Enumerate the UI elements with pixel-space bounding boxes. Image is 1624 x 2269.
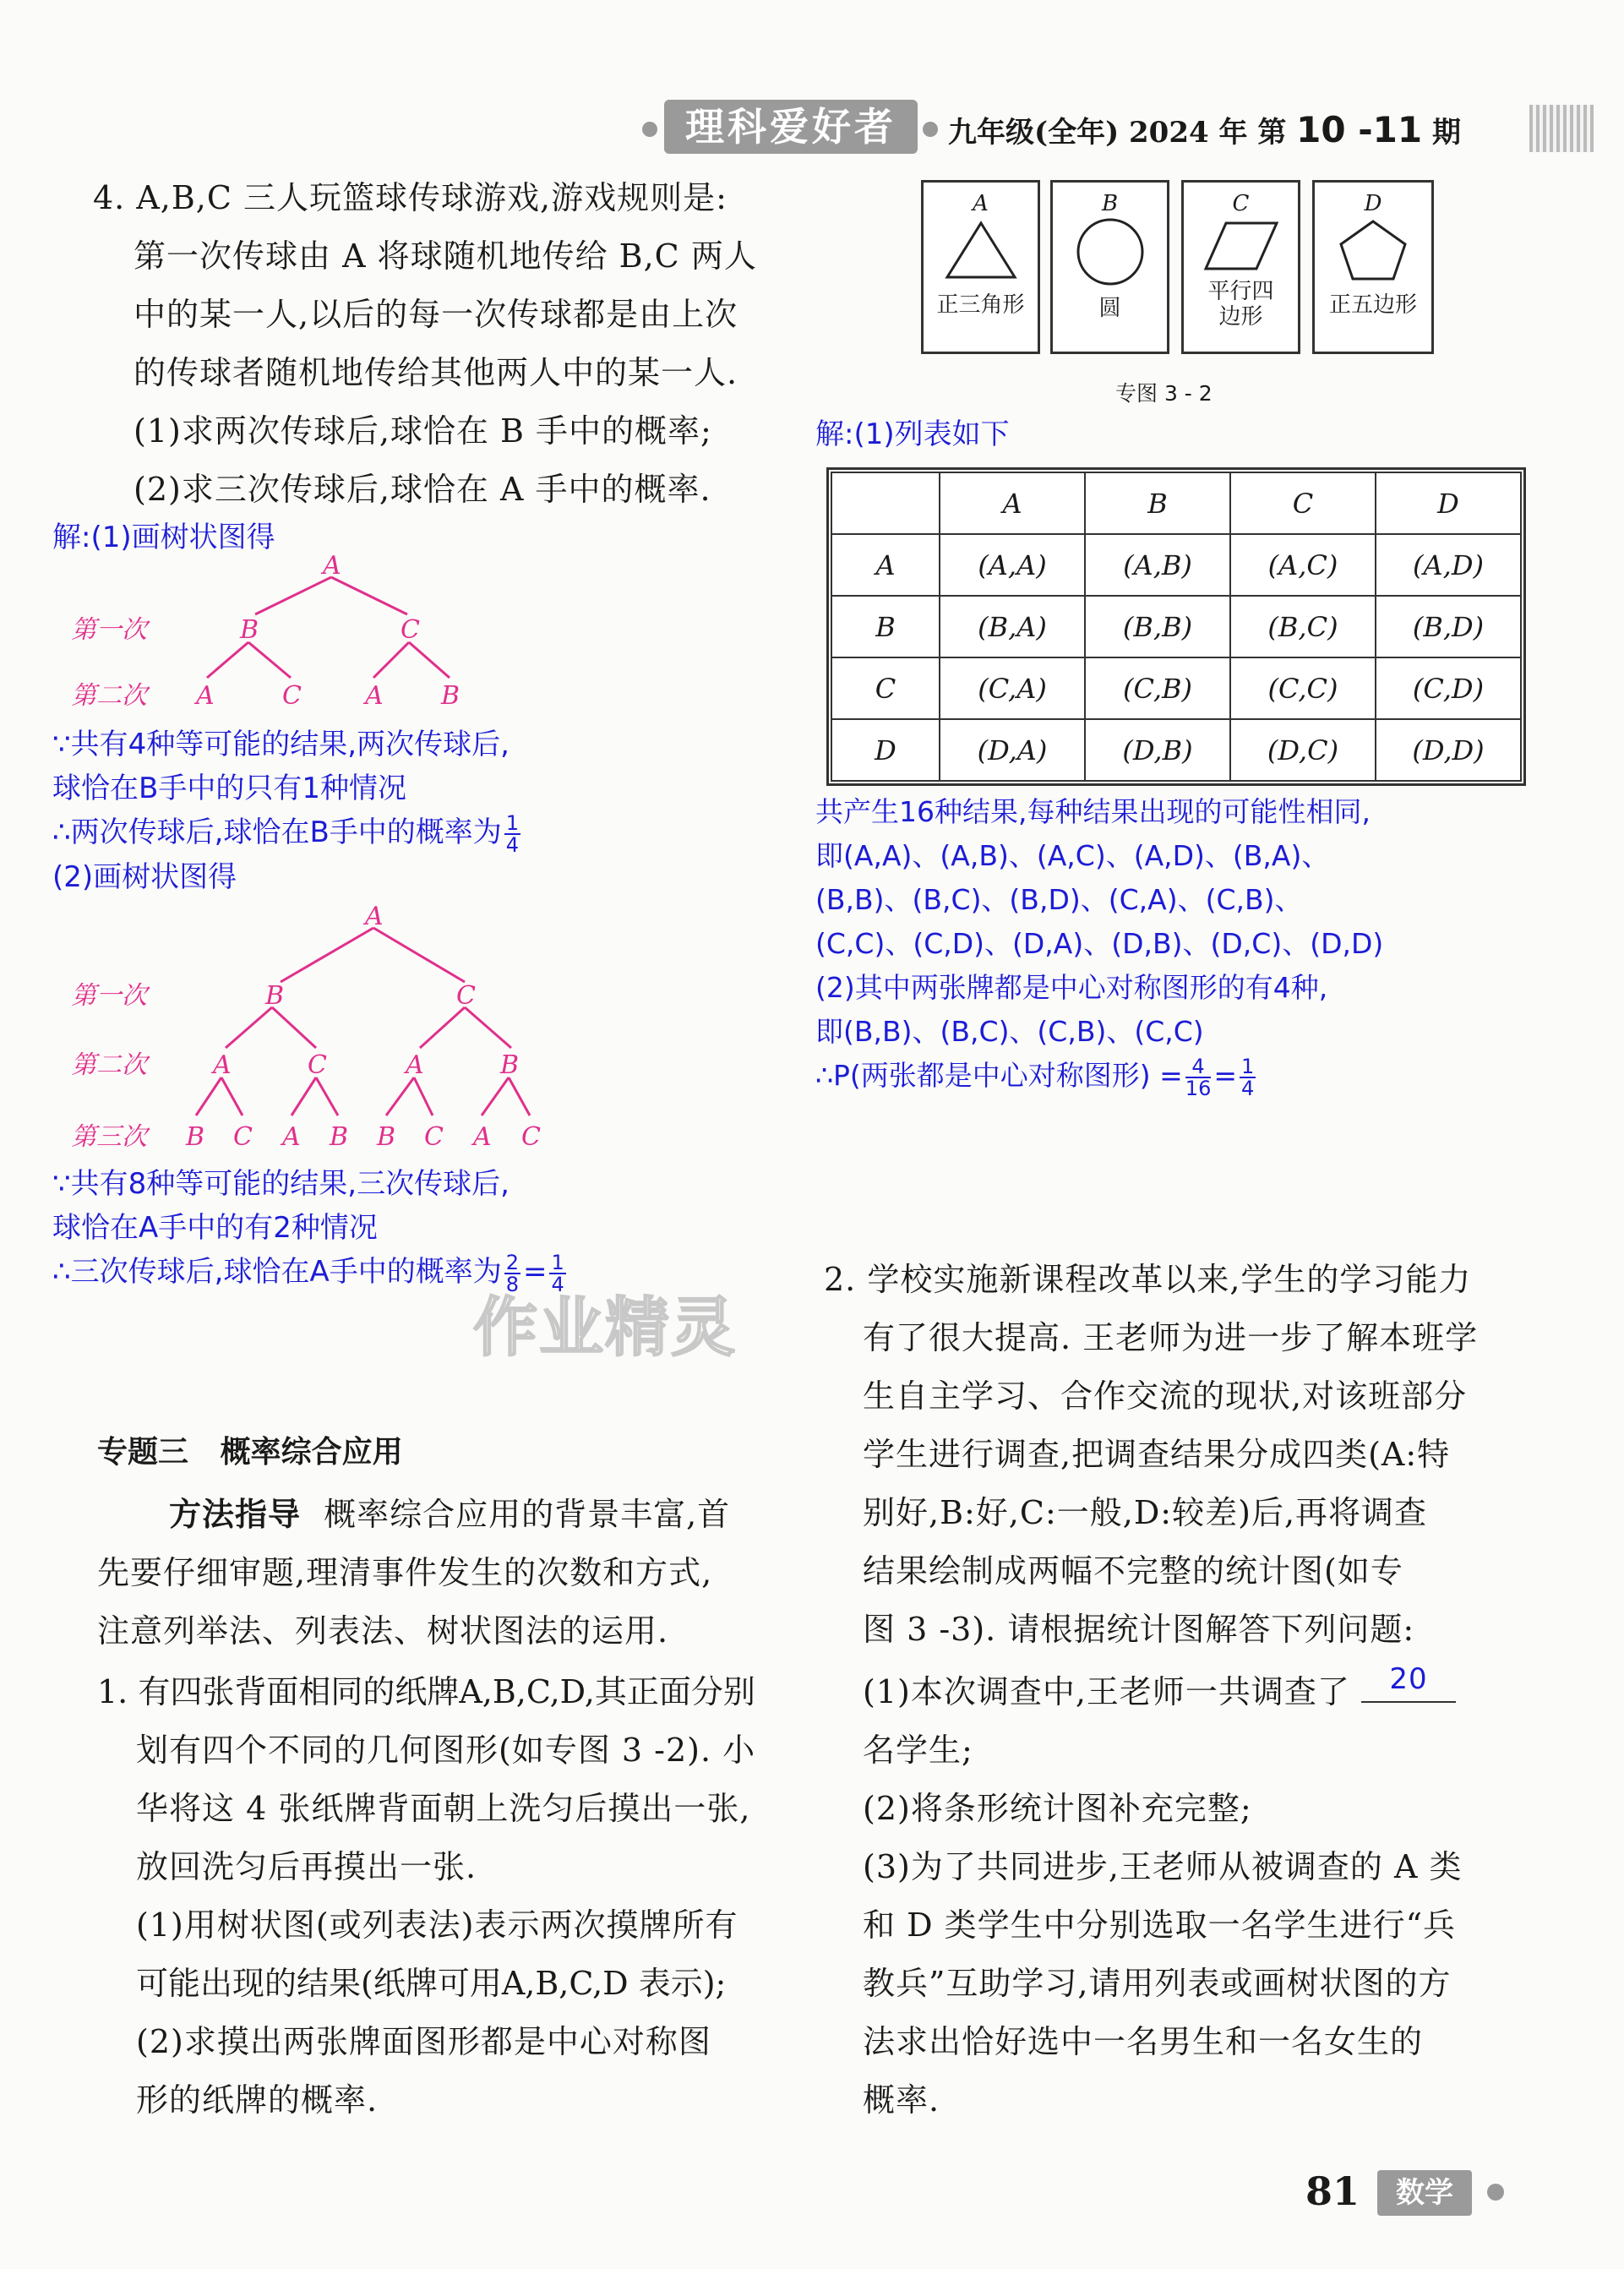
table-cell: (C,C) [1230, 657, 1376, 719]
sol1-line: 共产生16种结果,每种结果出现的可能性相同, [815, 795, 1371, 828]
q2-answer: 20 [1389, 1662, 1428, 1696]
table-header-row [831, 472, 1521, 534]
table-row-label: C [831, 657, 940, 719]
q4-line: (1)求两次传球后,球恰在 B 手中的概率; [134, 412, 712, 450]
q1-line: 形的纸牌的概率. [136, 2081, 379, 2119]
q2-line: 生自主学习、合作交流的现状,对该班部分 [863, 1377, 1468, 1415]
q2-line: 有了很大提高. 王老师为进一步了解本班学 [863, 1319, 1479, 1356]
tree2-l3-node: B [330, 1122, 349, 1152]
q2-part1 [824, 1659, 1584, 1721]
table-header-cell [831, 472, 940, 534]
q1-line: 可能出现的结果(纸牌可用A,B,C,D 表示); [136, 1965, 727, 2002]
q2-line: 别好,B:好,C:一般,D:较差)后,再将调查 [863, 1494, 1428, 1531]
q2-block [824, 1251, 1584, 2130]
q2-answer-blank [1361, 1659, 1456, 1703]
tree-diagram-1 [52, 554, 526, 714]
triangle-shape [939, 216, 1023, 284]
pentagon-shape [1331, 216, 1415, 284]
card-label: 正三角形 [936, 292, 1025, 318]
table-row [831, 534, 1521, 596]
tree1-root: A [323, 554, 341, 581]
fraction [1240, 1056, 1256, 1099]
card-d [1312, 180, 1434, 354]
table-row-label: B [831, 596, 940, 657]
table-cell: (D,C) [1230, 719, 1376, 781]
table-cell: (C,A) [940, 657, 1085, 719]
sol4-p2-head: (2)画树状图得 [52, 859, 237, 894]
q2-line: 和 D 类学生中分别选取一名学生进行“兵 [863, 1906, 1457, 1944]
table-cell: (C,D) [1376, 657, 1521, 719]
tree1-l2-node: A [196, 681, 215, 711]
q2-part1-prefix: (1)本次调查中,王老师一共调查了 [863, 1673, 1350, 1710]
tree1-l2-node: C [282, 681, 302, 711]
table-row-label: D [831, 719, 940, 781]
q1-block [97, 1663, 798, 2130]
q4-line: 中的某一人,以后的每一次传球都是由上次 [134, 296, 738, 333]
q4-line: 的传球者随机地传给其他两人中的某一人. [134, 354, 738, 391]
table-cell: (B,D) [1376, 596, 1521, 657]
sol4-p1-head: 解:(1)画树状图得 [52, 521, 275, 554]
q2-line: 结果绘制成两幅不完整的统计图(如专 [863, 1552, 1403, 1590]
table-header-cell: D [1376, 472, 1521, 534]
card-label: 圆 [1098, 296, 1121, 321]
tree2-l1-node: B [265, 981, 285, 1011]
q2-line: 2. 学校实施新课程改革以来,学生的学习能力 [824, 1261, 1472, 1298]
fraction-denominator: 4 [1241, 1076, 1255, 1100]
page-number: 81 [1305, 2168, 1360, 2214]
fraction-numerator: 1 [1241, 1054, 1255, 1078]
sol4-p1-line: ∵共有4种等可能的结果,两次传球后, [52, 728, 510, 761]
q2-line: 名学生; [863, 1732, 973, 1769]
sol4-p1-line: 球恰在B手中的只有1种情况 [52, 772, 406, 805]
tree2-l3-node: C [424, 1122, 444, 1152]
table-row [831, 719, 1521, 781]
table-cell: (D,D) [1376, 719, 1521, 781]
table-cell: (A,C) [1230, 534, 1376, 596]
sol1-line: (C,C)、(C,D)、(D,A)、(D,B)、(D,C)、(D,D) [815, 927, 1384, 960]
footer-dot [1487, 2184, 1504, 2201]
tree2-level-label: 第二次 [71, 1050, 147, 1080]
table-cell: (B,A) [940, 596, 1085, 657]
table-cell: (A,A) [940, 534, 1085, 596]
tree1-l2-node: B [441, 681, 460, 711]
fraction-denominator: 4 [551, 1272, 564, 1296]
q2-line: 法求出恰好选中一名男生和一名女生的 [863, 2023, 1424, 2060]
outcome-table-wrapper [826, 467, 1526, 786]
subject-badge: 数学 [1377, 2170, 1472, 2216]
sol1-conclusion-text: ∴P(两张都是中心对称图形) = [815, 1059, 1183, 1092]
outcome-table [831, 472, 1522, 782]
q4-block [93, 169, 794, 519]
sol1-line: (2)其中两张牌都是中心对称图形的有4种, [815, 971, 1328, 1004]
sol4-p2-line: 球恰在A手中的有2种情况 [52, 1211, 378, 1245]
table-row [831, 596, 1521, 657]
method-line [97, 1486, 773, 1544]
sol4-p2-conclusion-text: ∴三次传球后,球恰在A手中的概率为 [52, 1255, 502, 1289]
tree2-l2-node: C [308, 1050, 327, 1080]
sol4-p2-line: ∵共有8种等可能的结果,三次传球后, [52, 1167, 510, 1201]
tree1-l1-node: C [401, 615, 420, 645]
q1-line: (2)求摸出两张牌面图形都是中心对称图 [136, 2023, 711, 2060]
header-brand: 理科爱好者 [664, 100, 918, 154]
sol4-p1-conclusion [52, 810, 745, 855]
sol1-line: 即(A,A)、(A,B)、(A,C)、(A,D)、(B,A)、 [815, 839, 1330, 872]
circle-shape [1068, 216, 1153, 287]
tree2-l2-node: B [500, 1050, 520, 1080]
card-b [1050, 180, 1169, 354]
table-cell: (B,B) [1085, 596, 1230, 657]
tree-diagram-2 [52, 904, 559, 1158]
parallelogram-shape [1199, 216, 1283, 275]
tree2-l2-node: A [406, 1050, 424, 1080]
card-a [921, 180, 1040, 354]
tree2-l3-node: B [377, 1122, 396, 1152]
tree2-l3-node: B [186, 1122, 205, 1152]
method-line: 先要仔细审题,理清事件发生的次数和方式, [97, 1554, 713, 1591]
card-letter: A [973, 191, 989, 216]
watermark: 作业精灵 [473, 1290, 737, 1365]
tree2-level-label: 第一次 [71, 981, 147, 1011]
table-cell: (C,B) [1085, 657, 1230, 719]
table-cell: (B,C) [1230, 596, 1376, 657]
sol1-line: 即(B,B)、(B,C)、(C,B)、(C,C) [815, 1015, 1204, 1048]
q1-line: 放回洗匀后再摸出一张. [136, 1848, 477, 1885]
card-c [1181, 180, 1300, 354]
sol4-p1-text [52, 723, 745, 899]
tree2-l3-node: A [282, 1122, 301, 1152]
table-cell: (D,A) [940, 719, 1085, 781]
q2-line: (2)将条形统计图补充完整; [863, 1790, 1252, 1827]
card-letter: D [1364, 191, 1382, 216]
fraction-numerator: 2 [505, 1250, 519, 1274]
sol4-p2-text [52, 1162, 745, 1295]
q2-line: (3)为了共同进步,王老师从被调查的 A 类 [863, 1848, 1463, 1885]
sol1-line: (B,B)、(B,C)、(B,D)、(C,A)、(C,B)、 [815, 883, 1303, 916]
card-letter: B [1101, 191, 1119, 216]
q1-line: 华将这 4 张纸牌背面朝上洗匀后摸出一张, [136, 1790, 751, 1827]
tree2-root: A [365, 904, 384, 931]
fraction-denominator: 4 [505, 832, 520, 857]
fraction-numerator: 4 [1185, 1056, 1212, 1078]
header-info-text: 九年级(全年) 2024 年 第 [948, 116, 1287, 150]
header-info [948, 105, 1461, 155]
q4-line: (2)求三次传球后,球恰在 A 手中的概率. [134, 471, 711, 508]
card-label: 正五边形 [1328, 292, 1417, 318]
q2-line: 教兵”互助学习,请用列表或画树状图的方 [863, 1965, 1452, 2002]
figure-caption: 专图 3 - 2 [1115, 381, 1213, 406]
tree2-l2-node: A [213, 1050, 232, 1080]
method-line: 注意列举法、列表法、树状图法的运用. [97, 1612, 669, 1650]
method-label: 方法指导 [169, 1496, 302, 1533]
tree2-l1-node: C [456, 981, 476, 1011]
tree1-l2-node: A [365, 681, 384, 711]
fraction [1185, 1056, 1212, 1099]
tree2-level-label: 第三次 [71, 1122, 147, 1152]
q1-line: (1)用树状图(或列表法)表示两次摸牌所有 [136, 1906, 738, 1944]
tree1-l1-node: B [240, 615, 259, 645]
table-header-cell: B [1085, 472, 1230, 534]
method-text: 概率综合应用的背景丰富,首 [324, 1496, 731, 1533]
q4-line: 4. A,B,C 三人玩篮球传球游戏,游戏规则是: [93, 179, 728, 216]
equals-sign: = [522, 1255, 548, 1289]
q1-line: 1. 有四张背面相同的纸牌A,B,C,D,其正面分别 [97, 1673, 755, 1710]
fraction-denominator: 16 [1185, 1076, 1212, 1100]
q4-line: 第一次传球由 A 将球随机地传给 B,C 两人 [134, 237, 757, 275]
q2-line: 图 3 -3). 请根据统计图解答下列问题: [863, 1611, 1415, 1648]
header-stripes [1529, 105, 1594, 152]
table-header-cell: C [1230, 472, 1376, 534]
equals-sign: = [1213, 1059, 1237, 1092]
header-bar [642, 100, 1597, 157]
fraction [504, 810, 520, 857]
fraction-denominator: 8 [505, 1272, 519, 1296]
card-letter: C [1232, 191, 1250, 216]
table-row [831, 657, 1521, 719]
table-header-cell: A [940, 472, 1085, 534]
fraction-numerator: 1 [505, 810, 520, 835]
sol1-head: 解:(1)列表如下 [815, 417, 1010, 451]
q2-line: 学生进行调查,把调查结果分成四类(A:特 [863, 1436, 1451, 1473]
tree1-level-label: 第二次 [71, 681, 147, 711]
sol1-conclusion [815, 1054, 1601, 1099]
table-cell: (D,B) [1085, 719, 1230, 781]
table-cell: (A,D) [1376, 534, 1521, 596]
tree2-l3-node: C [233, 1122, 253, 1152]
tree2-l3-node: A [473, 1122, 492, 1152]
topic-title: 专题三 概率综合应用 [97, 1435, 403, 1470]
q2-line: 概率. [863, 2081, 940, 2119]
q1-line: 划有四个不同的几何图形(如专图 3 -2). 小 [136, 1732, 756, 1769]
header-suffix: 期 [1431, 116, 1461, 150]
tree2-l3-node: C [521, 1122, 541, 1152]
header-dot-right [923, 122, 938, 137]
sol1-text [815, 790, 1601, 1099]
table-cell: (A,B) [1085, 534, 1230, 596]
table-row-label: A [831, 534, 940, 596]
sol4-p1-conclusion-text: ∴两次传球后,球恰在B手中的概率为 [52, 815, 502, 849]
card-label: 平行四边形 [1207, 279, 1274, 330]
method-block [97, 1486, 773, 1661]
tree1-level-label: 第一次 [71, 615, 147, 645]
fraction-numerator: 1 [551, 1250, 564, 1274]
header-issue: 10 -11 [1296, 109, 1423, 150]
header-dot-left [642, 122, 657, 137]
